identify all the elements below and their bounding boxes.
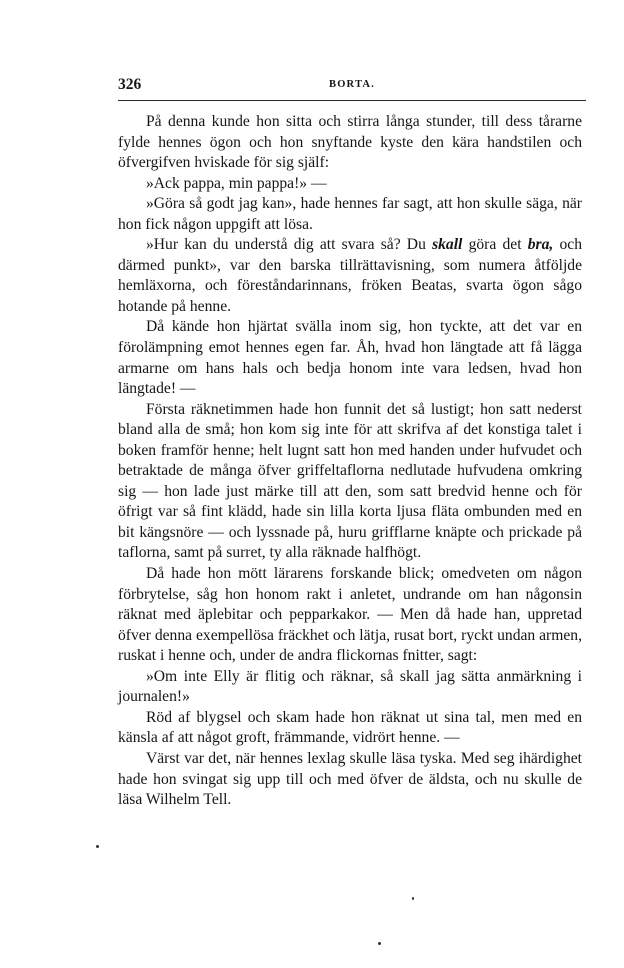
ink-speck — [378, 942, 381, 945]
running-title: BORTA. — [328, 79, 376, 90]
paragraph: Då hade hon mött lärarens forskande blick; omedveten om någon förbrytelse, såg hon honom rakt i anletet, undrande om han någonsin räknat med äplebitar och pepparkakor. — Men då hade han, uppretad öfver denna exempellösa fräckhet och lätja, rusat bort, ryckt undan armen, ruskat i henne och, under de andra flickornas fnitter, sagt: — [118, 565, 582, 665]
body-text — [118, 112, 582, 811]
paragraph: Röd af blygsel och skam hade hon räknat ut sina tal, men med en känsla af att något groft, främmande, vidrört henne. — — [118, 708, 582, 747]
paragraph: »Ack pappa, min pappa!» — — [146, 174, 327, 192]
paragraph: »Hur kan du understå dig att svara så? Du skall göra det bra, och därmed punkt», var den barska tillrättavisning, som numera åtföljde hemläxorna, och föreståndarinnans, fröken Beatas, svarta ögon sågo hotande på henne. — [118, 236, 582, 315]
emphasis: bra, — [527, 236, 554, 254]
paragraph: »Göra så godt jag kan», hade hennes far sagt, att hon skulle säga, när hon fick någon uppgift att lösa. — [118, 195, 582, 233]
paragraph: På denna kunde hon sitta och stirra långa stunder, till dess tårarne fylde hennes ögon och hon snyftande kyste den kära handstilen och öfvergifven hviskade för sig själf: — [118, 113, 582, 172]
paragraph: Första räknetimmen hade hon funnit det så lustigt; hon satt nederst bland alla de små; hon kom sig inte för att skrifva af det konstiga talet i boken framför henne; helt lugnt satt hon med handen under hufvudet och betraktade de många öfver griffeltaflorna nedlutade hufvudena omkring sig — hon lade just märke till att den, som satt bredvid henne och för öfrigt var så fint klädd, hade sin lilla korta ljusa fläta ombunden med en bit kängsnöre — och lyssnade på, huru grifflarne knäpte och prickade på taflorna, samt på surret, ty alla räknade halfhögt. — [118, 400, 582, 562]
page-number: 326 — [118, 76, 142, 93]
ink-speck — [96, 845, 99, 848]
paragraph: Värst var det, när hennes lexlag skulle läsa tyska. Med seg ihärdighet hade hon svingat sig upp till och med öfver de äldsta, och nu skulle de läsa Wilhelm Tell. — [118, 749, 582, 809]
ink-speck — [412, 897, 414, 900]
paragraph: »Om inte Elly är flitig och räknar, så skall jag sätta anmärkning i journalen!» — [118, 667, 582, 706]
emphasis: skall — [432, 236, 463, 254]
page-header — [118, 72, 586, 101]
paragraph: Då kände hon hjärtat svälla inom sig, hon tyckte, att det var en förolämpning emot hennes egen far. Åh, hvad hon längtade att få lägga armarne om hans hals och bedja honom inte vara ledsen, hvad hon längtade! — — [118, 318, 582, 398]
